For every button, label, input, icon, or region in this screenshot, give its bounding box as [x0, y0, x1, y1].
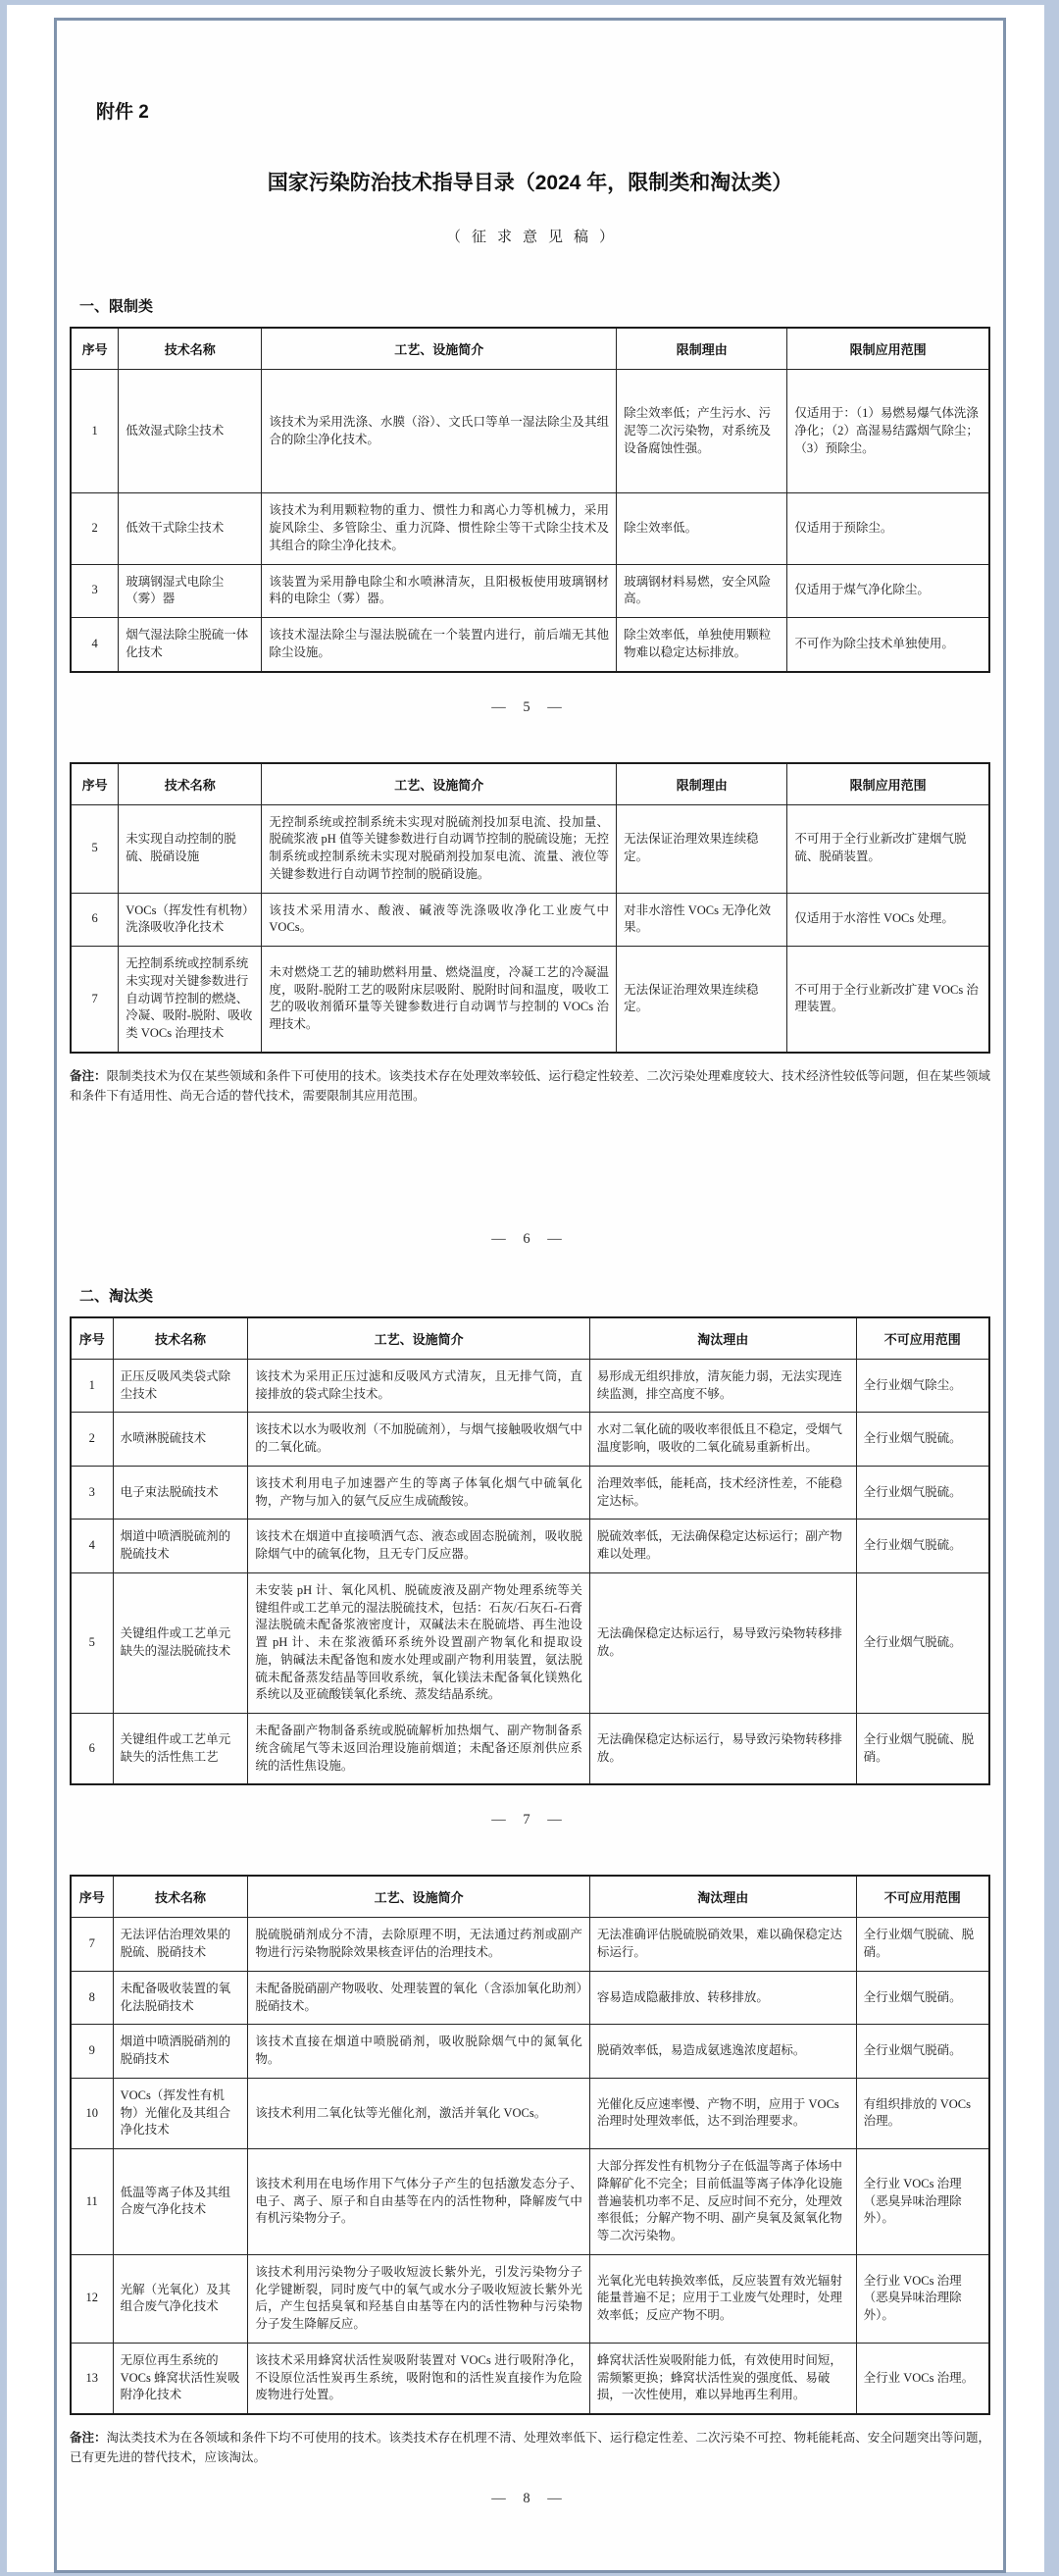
cell-name: 烟气湿法除尘脱硫一体化技术: [119, 618, 262, 672]
cell-no: 1: [71, 1359, 113, 1413]
cell-no: 2: [71, 493, 119, 564]
cell-reason: 无法确保稳定达标运行，易导致污染物转移排放。: [589, 1714, 856, 1785]
cell-desc: 该技术为采用洗涤、水膜（浴）、文氏口等单一湿法除尘及其组合的除尘净化技术。: [262, 370, 617, 493]
cell-reason: 容易造成隐蔽排放、转移排放。: [589, 1971, 856, 2025]
cell-desc: 未配备脱硝副产物吸收、处理装置的氧化（含添加氧化助剂）脱硝技术。: [248, 1971, 590, 2025]
viewer-edge-left: [0, 0, 7, 2576]
table-row: [71, 804, 989, 893]
col-header-no: 序号: [71, 328, 119, 370]
restricted-note: [70, 1066, 990, 1106]
cell-scope: 仅适用于煤气净化除尘。: [787, 564, 989, 618]
col-header-scope: 不可应用范围: [856, 1876, 989, 1918]
cell-name: 未配备吸收装置的氧化法脱硝技术: [113, 1971, 248, 2025]
table-header-row: [71, 763, 989, 805]
cell-no: 8: [71, 1971, 113, 2025]
cell-desc: 该技术利用在电场作用下气体分子产生的包括激发态分子、电子、离子、原子和自由基等在内的活性物种，降解废气中有机污染物分子。: [248, 2149, 590, 2255]
cell-desc: 该装置为采用静电除尘和水喷淋清灰，且阳极板使用玻璃钢材料的电除尘（雾）器。: [262, 564, 617, 618]
cell-desc: 未配备副产物制备系统或脱硫解析加热烟气、副产物制备系统含硫尾气等未返回治理设施前烟道；未配备还原剂供应系统的活性焦设施。: [248, 1714, 590, 1785]
note-text: 限制类技术为仅在某些领域和条件下可使用的技术。该类技术存在处理效率较低、运行稳定性较差、二次污染处理难度较大、技术经济性较低等问题，但在某些领域和条件下有适用性、尚无合适的替代技术，需要限制其应用范围。: [70, 1068, 990, 1103]
table-header-row: [71, 1317, 989, 1360]
table-row: [71, 1413, 989, 1467]
cell-scope: 全行业烟气除尘。: [856, 1359, 989, 1413]
col-header-no: 序号: [71, 763, 119, 805]
cell-desc: 脱硫脱硝剂成分不清，去除原理不明，无法通过药剂或副产物进行污染物脱除效果核查评估的治理技术。: [248, 1918, 590, 1972]
cell-name: 低温等离子体及其组合废气净化技术: [113, 2149, 248, 2255]
table-header-row: [71, 1876, 989, 1918]
cell-scope: 全行业 VOCs 治理（恶臭异味治理除外）。: [856, 2149, 989, 2255]
cell-reason: 易形成无组织排放，清灰能力弱，无法实现连续监测，排空高度不够。: [589, 1359, 856, 1413]
cell-reason: 无法准确评估脱硫脱硝效果，难以确保稳定达标运行。: [589, 1918, 856, 1972]
col-header-reason: 淘汰理由: [589, 1317, 856, 1360]
restricted-table-part2: [70, 762, 990, 1054]
cell-no: 6: [71, 1714, 113, 1785]
table-row: [71, 2078, 989, 2148]
cell-desc: 无控制系统或控制系统未实现对脱硫剂投加泵电流、投加量、脱硫浆液 pH 值等关键参数进行自动调节控制的脱硫设施；无控制系统或控制系统未实现对脱硝剂投加泵电流、流量、液位等关键参数进行自动调节控制的脱硝设施。: [262, 804, 617, 893]
section-heading-eliminated: 二、淘汰类: [79, 1287, 154, 1305]
cell-reason: 无法保证治理效果连续稳定。: [617, 947, 787, 1053]
cell-name: VOCs（挥发性有机物）洗涤吸收净化技术: [119, 893, 262, 947]
table-row: [71, 947, 989, 1053]
cell-scope: 全行业烟气脱硝。: [856, 1971, 989, 2025]
col-header-no: 序号: [71, 1876, 113, 1918]
page-number-5: — 5 —: [491, 698, 569, 715]
cell-no: 4: [71, 618, 119, 672]
eliminated-table-part2: [70, 1875, 990, 2415]
col-header-desc: 工艺、设施简介: [262, 328, 617, 370]
section-heading-restricted: 一、限制类: [79, 298, 154, 315]
cell-scope: 全行业烟气脱硫、脱硝。: [856, 1714, 989, 1785]
cell-desc: 未对燃烧工艺的辅助燃料用量、燃烧温度，冷凝工艺的冷凝温度，吸附-脱附工艺的吸附床层吸附、脱附时间和温度，吸收工艺的吸收剂循环量等关键参数进行自动调节与控制的 VOCs 治理技术。: [262, 947, 617, 1053]
note-label: 备注：: [70, 2431, 107, 2445]
cell-no: 7: [71, 947, 119, 1053]
cell-no: 1: [71, 370, 119, 493]
table-row: [71, 1359, 989, 1413]
cell-scope: 全行业烟气脱硫。: [856, 1520, 989, 1573]
col-header-scope: 限制应用范围: [787, 328, 989, 370]
cell-name: 低效干式除尘技术: [119, 493, 262, 564]
col-header-scope: 不可应用范围: [856, 1317, 989, 1360]
cell-reason: 玻璃钢材料易燃，安全风险高。: [617, 564, 787, 618]
cell-name: 无控制系统或控制系统未实现对关键参数进行自动调节控制的燃烧、冷凝、吸附-脱附、吸收类 VOCs 治理技术: [119, 947, 262, 1053]
cell-scope: 不可用于全行业新改扩建烟气脱硫、脱硝装置。: [787, 804, 989, 893]
cell-no: 4: [71, 1520, 113, 1573]
cell-reason: 无法确保稳定达标运行，易导致污染物转移排放。: [589, 1572, 856, 1713]
table-row: [71, 1714, 989, 1785]
col-header-reason: 限制理由: [617, 328, 787, 370]
cell-name: 低效湿式除尘技术: [119, 370, 262, 493]
cell-no: 9: [71, 2025, 113, 2079]
table-row: [71, 1572, 989, 1713]
cell-no: 5: [71, 804, 119, 893]
cell-desc: 该技术直接在烟道中喷脱硝剂，吸收脱除烟气中的氮氧化物。: [248, 2025, 590, 2079]
cell-scope: 全行业 VOCs 治理（恶臭异味治理除外）。: [856, 2254, 989, 2343]
note-text: 淘汰类技术为在各领域和条件下均不可使用的技术。该类技术存在机理不清、处理效率低下、运行稳定性差、二次污染不可控、物耗能耗高、安全问题突出等问题，已有更先进的替代技术，应该淘汰。: [70, 2431, 990, 2464]
col-header-desc: 工艺、设施简介: [248, 1876, 590, 1918]
table-row: [71, 2254, 989, 2343]
cell-scope: 不可用于全行业新改扩建 VOCs 治理装置。: [787, 947, 989, 1053]
restricted-table-part1: [70, 327, 990, 673]
cell-no: 6: [71, 893, 119, 947]
col-header-name: 技术名称: [113, 1317, 248, 1360]
viewer-edge-right: [1044, 0, 1059, 2576]
table-row: [71, 1466, 989, 1520]
table-row: [71, 2343, 989, 2414]
col-header-scope: 限制应用范围: [787, 763, 989, 805]
table-row: [71, 1918, 989, 1972]
cell-name: 无原位再生系统的 VOCs 蜂窝状活性炭吸附净化技术: [113, 2343, 248, 2414]
col-header-desc: 工艺、设施简介: [248, 1317, 590, 1360]
cell-no: 11: [71, 2149, 113, 2255]
table-row: [71, 1971, 989, 2025]
cell-scope: 全行业烟气脱硫。: [856, 1413, 989, 1467]
table-row: [71, 1520, 989, 1573]
cell-name: 玻璃钢湿式电除尘（雾）器: [119, 564, 262, 618]
table-row: [71, 493, 989, 564]
page-number-7: — 7 —: [491, 1812, 569, 1829]
cell-no: 13: [71, 2343, 113, 2414]
cell-name: VOCs（挥发性有机物）光催化及其组合净化技术: [113, 2078, 248, 2148]
col-header-reason: 淘汰理由: [589, 1876, 856, 1918]
cell-scope: 全行业 VOCs 治理。: [856, 2343, 989, 2414]
col-header-name: 技术名称: [119, 763, 262, 805]
cell-no: 7: [71, 1918, 113, 1972]
table-row: [71, 2025, 989, 2079]
cell-reason: 脱硫效率低，无法确保稳定达标运行；副产物难以处理。: [589, 1520, 856, 1573]
doc-title: 国家污染防治技术指导目录（2024 年，限制类和淘汰类）: [267, 172, 793, 194]
attachment-label: 附件 2: [96, 102, 149, 123]
cell-scope: 不可作为除尘技术单独使用。: [787, 618, 989, 672]
cell-reason: 蜂窝状活性炭吸附能力低，有效使用时间短，需频繁更换；蜂窝状活性炭的强度低、易破损，一次性使用，难以异地再生利用。: [589, 2343, 856, 2414]
cell-name: 水喷淋脱硫技术: [113, 1413, 248, 1467]
cell-name: 电子束法脱硫技术: [113, 1466, 248, 1520]
cell-reason: 光催化反应速率慢、产物不明，应用于 VOCs 治理时处理效率低，达不到治理要求。: [589, 2078, 856, 2148]
cell-name: 关键组件或工艺单元缺失的活性焦工艺: [113, 1714, 248, 1785]
cell-scope: 有组织排放的 VOCs 治理。: [856, 2078, 989, 2148]
cell-name: 烟道中喷洒脱硫剂的脱硫技术: [113, 1520, 248, 1573]
table-row: [71, 618, 989, 672]
cell-desc: 该技术以水为吸收剂（不加脱硫剂），与烟气接触吸收烟气中的二氧化硫。: [248, 1413, 590, 1467]
eliminated-table-part1: [70, 1316, 990, 1786]
cell-reason: 脱硝效率低，易造成氨逃逸浓度超标。: [589, 2025, 856, 2079]
cell-name: 未实现自动控制的脱硫、脱硝设施: [119, 804, 262, 893]
cell-reason: 大部分挥发性有机物分子在低温等离子体场中降解矿化不完全；目前低温等离子体净化设施普遍装机功率不足、反应时间不充分，处理效率很低；分解产物不明、副产臭氧及氮氧化物等二次污染物。: [589, 2149, 856, 2255]
cell-reason: 除尘效率低，单独使用颗粒物难以稳定达标排放。: [617, 618, 787, 672]
cell-no: 12: [71, 2254, 113, 2343]
cell-no: 5: [71, 1572, 113, 1713]
table-header-row: [71, 328, 989, 370]
cell-no: 2: [71, 1413, 113, 1467]
cell-scope: 全行业烟气脱硫。: [856, 1466, 989, 1520]
cell-reason: 除尘效率低；产生污水、污泥等二次污染物，对系统及设备腐蚀性强。: [617, 370, 787, 493]
cell-reason: 除尘效率低。: [617, 493, 787, 564]
cell-scope: 仅适用于预除尘。: [787, 493, 989, 564]
cell-reason: 治理效率低，能耗高，技术经济性差，不能稳定达标。: [589, 1466, 856, 1520]
cell-desc: 该技术湿法除尘与湿法脱硫在一个装置内进行，前后端无其他除尘设施。: [262, 618, 617, 672]
cell-desc: 该技术采用蜂窝状活性炭吸附装置对 VOCs 进行吸附净化，不设原位活性炭再生系统，吸附饱和的活性炭直接作为危险废物进行处置。: [248, 2343, 590, 2414]
cell-desc: 该技术利用二氧化钛等光催化剂，激活并氧化 VOCs。: [248, 2078, 590, 2148]
cell-name: 烟道中喷洒脱硝剂的脱硝技术: [113, 2025, 248, 2079]
cell-no: 3: [71, 1466, 113, 1520]
table-row: [71, 370, 989, 493]
cell-name: 关键组件或工艺单元缺失的湿法脱硫技术: [113, 1572, 248, 1713]
cell-scope: 全行业烟气脱硝。: [856, 2025, 989, 2079]
cell-reason: 水对二氧化硫的吸收率很低且不稳定，受烟气温度影响，吸收的二氧化硫易重新析出。: [589, 1413, 856, 1467]
cell-desc: 该技术为采用正压过滤和反吸风方式清灰，且无排气筒，直接排放的袋式除尘技术。: [248, 1359, 590, 1413]
eliminated-note: [70, 2428, 990, 2467]
table-row: [71, 2149, 989, 2255]
col-header-desc: 工艺、设施简介: [262, 763, 617, 805]
cell-desc: 该技术利用电子加速器产生的等离子体氧化烟气中硫氧化物，产物与加入的氨气反应生成硫酸铵。: [248, 1466, 590, 1520]
cell-scope: 全行业烟气脱硫。: [856, 1572, 989, 1713]
col-header-reason: 限制理由: [617, 763, 787, 805]
table-row: [71, 893, 989, 947]
cell-scope: 仅适用于：（1）易燃易爆气体洗涤净化；（2）高湿易结露烟气除尘；（3）预除尘。: [787, 370, 989, 493]
cell-reason: 对非水溶性 VOCs 无净化效果。: [617, 893, 787, 947]
cell-no: 3: [71, 564, 119, 618]
table-row: [71, 564, 989, 618]
cell-scope: 全行业烟气脱硫、脱硝。: [856, 1918, 989, 1972]
page-number-8: — 8 —: [491, 2491, 569, 2506]
document-page: [54, 18, 1006, 2573]
cell-reason: 无法保证治理效果连续稳定。: [617, 804, 787, 893]
col-header-name: 技术名称: [119, 328, 262, 370]
cell-reason: 光氧化光电转换效率低，反应装置有效光辐射能量普遍不足；应用于工业废气处理时，处理效率低；反应产物不明。: [589, 2254, 856, 2343]
cell-desc: 该技术利用污染物分子吸收短波长紫外光，引发污染物分子化学键断裂，同时废气中的氧气或水分子吸收短波长紫外光后，产生包括臭氧和羟基自由基等在内的活性物种与污染物分子发生降解反应。: [248, 2254, 590, 2343]
page-number-6: — 6 —: [491, 1230, 569, 1247]
cell-desc: 该技术采用清水、酸液、碱液等洗涤吸收净化工业废气中 VOCs。: [262, 893, 617, 947]
col-header-name: 技术名称: [113, 1876, 248, 1918]
col-header-no: 序号: [71, 1317, 113, 1360]
cell-name: 正压反吸风类袋式除尘技术: [113, 1359, 248, 1413]
doc-subtitle: （征求意见稿）: [445, 230, 625, 245]
note-label: 备注：: [70, 1068, 107, 1083]
cell-desc: 该技术为利用颗粒物的重力、惯性力和离心力等机械力，采用旋风除尘、多管除尘、重力沉降、惯性除尘等干式除尘技术及其组合的除尘净化技术。: [262, 493, 617, 564]
cell-name: 光解（光氧化）及其组合废气净化技术: [113, 2254, 248, 2343]
cell-desc: 该技术在烟道中直接喷洒气态、液态或固态脱硫剂，吸收脱除烟气中的硫氧化物，且无专门反应器。: [248, 1520, 590, 1573]
cell-desc: 未安装 pH 计、氧化风机、脱硫废液及副产物处理系统等关键组件或工艺单元的湿法脱硫技术，包括：石灰/石灰石-石膏湿法脱硫未配备浆液密度计，双碱法未在脱硫塔、再生池设置 pH 计、未在浆液循环系统外设置副产物氧化和提取设施，钠碱法未配备饱和废水处理或副产物利用装置，氨法脱硫未配备蒸发结晶等回收系统，氧化镁法未配备氧化镁熟化系统以及亚硫酸镁氧化系统、蒸发结晶系统。: [248, 1572, 590, 1713]
cell-scope: 仅适用于水溶性 VOCs 处理。: [787, 893, 989, 947]
viewer-edge-top: [0, 0, 1059, 5]
cell-no: 10: [71, 2078, 113, 2148]
cell-name: 无法评估治理效果的脱硫、脱硝技术: [113, 1918, 248, 1972]
